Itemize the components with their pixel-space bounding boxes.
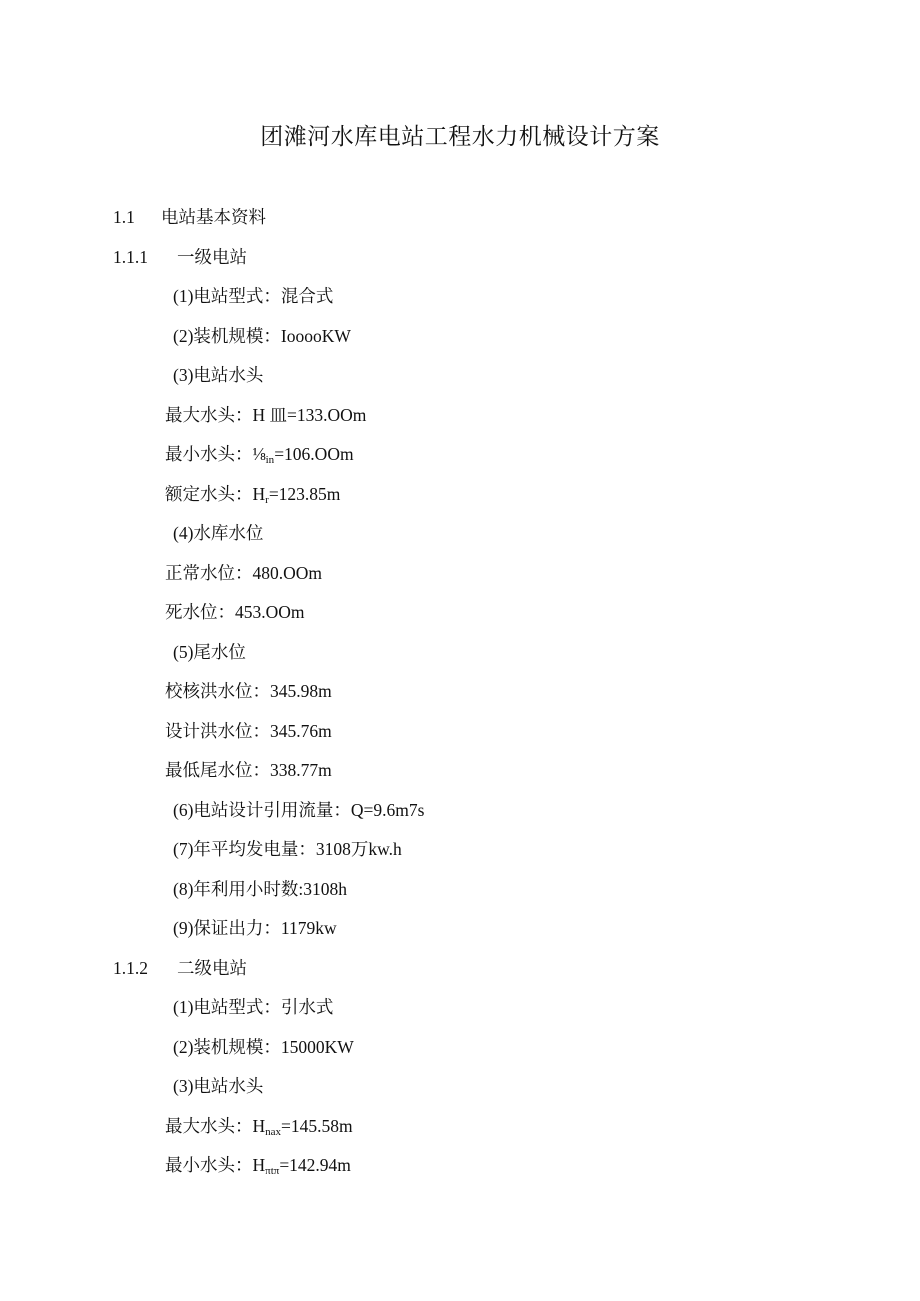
station1-tail-heading: (5)尾水位 (173, 642, 246, 662)
section-1-1 (113, 205, 266, 229)
station1-dead-level: 死水位：453.OOm (165, 602, 305, 622)
station1-head-max: 最大水头：H 皿=133.OOm (165, 405, 367, 425)
section-number: 1.1 (113, 207, 135, 227)
section-heading: 二级电站 (177, 958, 247, 978)
section-1-1-2 (113, 956, 247, 980)
document-title: 团滩河水库电站工程水力机械设计方案 (260, 124, 660, 149)
section-number: 1.1.2 (113, 958, 148, 978)
section-heading: 一级电站 (177, 247, 247, 267)
station1-min-tail: 最低尾水位：338.77m (165, 760, 332, 780)
section-number: 1.1.1 (113, 247, 148, 267)
station1-head-rated: 额定水头：$H_r=123.85m$ (165, 484, 341, 506)
section-heading: 电站基本资料 (161, 207, 266, 227)
station1-design-flood: 设计洪水位：345.76m (165, 721, 332, 741)
station1-annual-energy: (7)年平均发电量：3108万kw.h (173, 839, 402, 859)
station1-head-min: 最小水头：$\frac{1}{8}_{in}=106.OOm$ (165, 444, 354, 466)
station1-type: (1)电站型式：混合式 (173, 286, 334, 306)
station2-head-heading: (3)电站水头 (173, 1076, 264, 1096)
station1-utilization-hours: (8)年利用小时数:3108h (173, 879, 348, 899)
station2-head-min: 最小水头：$H_{\pi t\pi}=142.94m$ (165, 1155, 351, 1177)
station1-reservoir-heading: (4)水库水位 (173, 523, 264, 543)
station2-type: (1)电站型式：引水式 (173, 997, 334, 1017)
station2-head-max: 最大水头：$H_{nax}=145.58m$ (165, 1116, 353, 1138)
station2-capacity: (2)装机规模：15000KW (173, 1037, 354, 1057)
station1-normal-level: 正常水位：480.OOm (165, 563, 323, 583)
station1-flow: (6)电站设计引用流量：Q=9.6m7s (173, 800, 425, 820)
station1-check-flood: 校核洪水位：345.98m (165, 681, 332, 701)
station1-head-heading: (3)电站水头 (173, 365, 264, 385)
station1-firm-output: (9)保证出力：1179kw (173, 918, 337, 938)
section-1-1-1 (113, 245, 247, 269)
station1-capacity: (2)装机规模：IooooKW (173, 326, 351, 346)
